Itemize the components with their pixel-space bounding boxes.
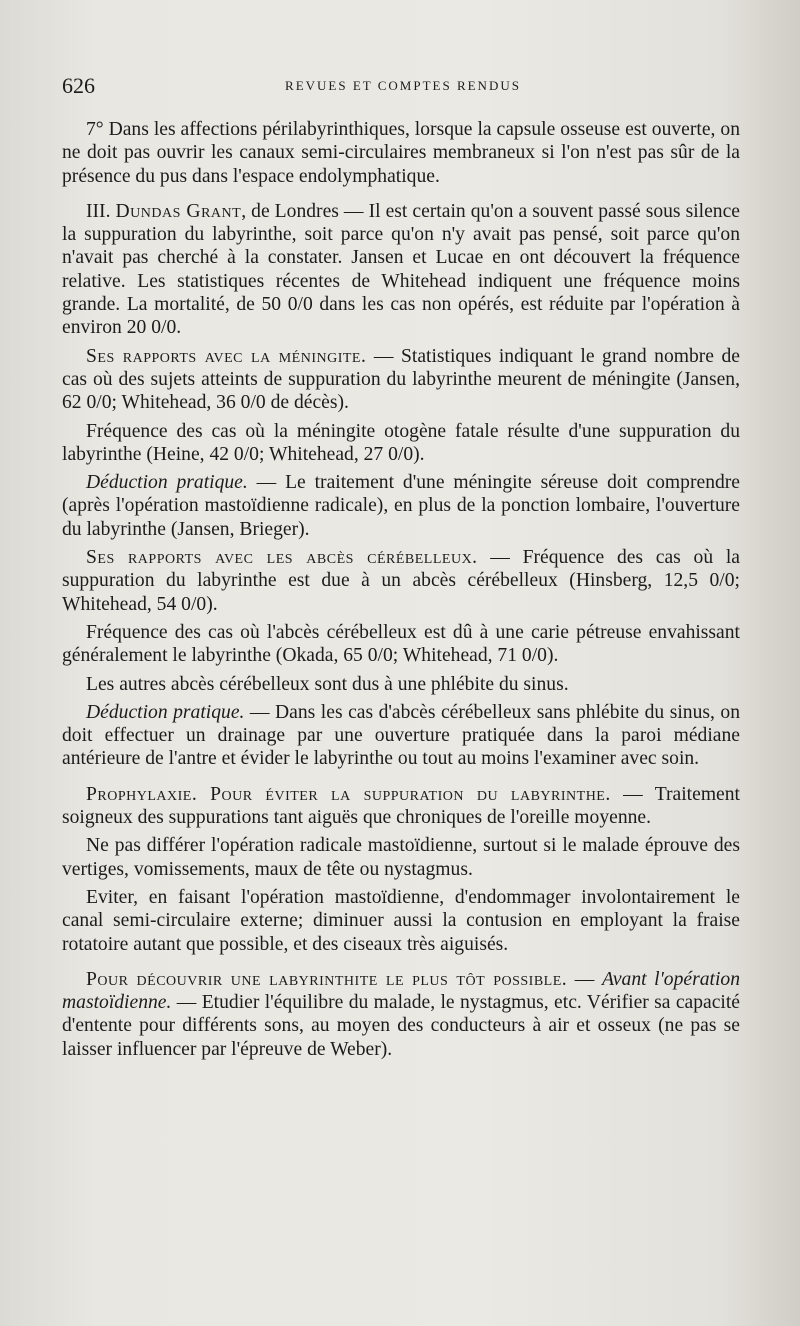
page-header	[62, 73, 744, 101]
italic-heading: Déduction pratique.	[86, 701, 245, 723]
section-number: III.	[86, 200, 116, 222]
paragraph-meningite	[62, 345, 740, 415]
paragraph-text: — Fréquence des cas où la suppuration du labyrinthe est due à un abcès cérébelleux (Hinsberg, 12,5 0/0; Whitehead, 54 0/0).	[62, 547, 740, 615]
paragraph-decouvrir	[62, 968, 740, 1061]
section-heading: Ses rapports avec les abcès cérébelleux.	[86, 547, 478, 569]
running-title: REVUES ET COMPTES RENDUS	[285, 78, 521, 93]
author-name: Dundas Grant	[115, 200, 242, 222]
paragraph-prophylaxie	[62, 783, 740, 830]
section-heading: Pour découvrir une labyrinthite le plus tôt possible.	[86, 968, 568, 990]
paragraph-text: — Le traitement d'une méningite séreuse doit comprendre (après l'opération mastoïdienne radicale), en plus de la ponction lombaire, l'ouverture du labyrinthe (Jansen, Brieger).	[62, 472, 741, 540]
paragraph-text: — Etudier l'équilibre du malade, le nystagmus, etc. Vérifier sa capacité d'entente pour différents sons, au moyen des conducteurs à air et osseux (ne pas se laisser influencer par l'épreuve de Weber).	[62, 992, 740, 1060]
paragraph-abces	[62, 546, 740, 616]
paragraph-phlebite: Les autres abcès cérébelleux sont dus à une phlébite du sinus.	[86, 673, 569, 695]
paragraph-deduction-2	[62, 701, 740, 771]
section-heading: Ses rapports avec la méningite.	[86, 345, 367, 367]
paragraph-text: , de Londres — Il est certain qu'on a souvent passé sous silence la suppuration du labyrinthe, soit parce qu'on n'y avait pas pensé, soit parce qu'on n'avait pas cherché à la constater. Jansen et Lucae en ont découvert la fréquence relative. Les statistiques récentes de Whitehead indiquent une fréquence moins grande. La mortalité, de 50 0/0 dans les cas non opérés, est réduite par l'opération à environ 20 0/0.	[62, 200, 740, 339]
paragraph-text: — Dans les cas d'abcès cérébelleux sans phlébite du sinus, on doit effectuer un drainage par une ouverture pratiquée dans la paroi médiane antérieure de l'antre et évider le labyrinthe ou tout au moins l'examiner avec soin.	[62, 701, 740, 770]
paragraph-text: — Statistiques indiquant le grand nombre de cas où des sujets atteints de suppuration du labyrinthe meurent de méningite (Jansen, 62 0/0; Whitehead, 36 0/0 de décès).	[62, 345, 740, 414]
paragraph-dundas-grant	[62, 200, 740, 340]
paragraph-point-7: 7° Dans les affections périlabyrinthiques, lorsque la capsule osseuse est ouverte, on ne doit pas ouvrir les canaux semi-circulaires membraneux si l'on n'est pas sûr de la présence du pus dans l'espace endolymphatique.	[62, 119, 740, 187]
paragraph-frequence-meningite: Fréquence des cas où la méningite otogène fatale résulte d'une suppuration du labyrinthe (Heine, 42 0/0; Whitehead, 27 0/0).	[62, 420, 740, 465]
paragraph-frequence-abces: Fréquence des cas où l'abcès cérébelleux est dû à une carie pétreuse envahissant généralement le labyrinthe (Okada, 65 0/0; Whitehead, 71 0/0).	[62, 621, 740, 667]
paragraph-ne-pas-differer: Ne pas différer l'opération radicale mastoïdienne, surtout si le malade éprouve des vertiges, vomissements, maux de tête ou nystagmus.	[62, 835, 740, 880]
section-heading: Prophylaxie. Pour éviter la suppuration du labyrinthe.	[86, 783, 611, 805]
paragraph-text: — Traitement soigneux des suppurations tant aiguës que chroniques de l'oreille moyenne.	[62, 783, 740, 829]
italic-heading: Déduction pratique.	[86, 472, 248, 494]
italic-heading: Avant l'opération mastoïdienne.	[62, 968, 741, 1014]
paragraph-eviter: Eviter, en faisant l'opération mastoïdienne, d'endommager involontairement le canal semi-circulaire externe; diminuer aussi la contusion en employant la fraise rotatoire autant que possible, et des ciseaux très aiguisés.	[62, 886, 740, 955]
page-number: 626	[62, 73, 95, 98]
paragraph-deduction-1	[62, 471, 740, 541]
article-body	[62, 118, 740, 1066]
dash: —	[567, 968, 602, 990]
